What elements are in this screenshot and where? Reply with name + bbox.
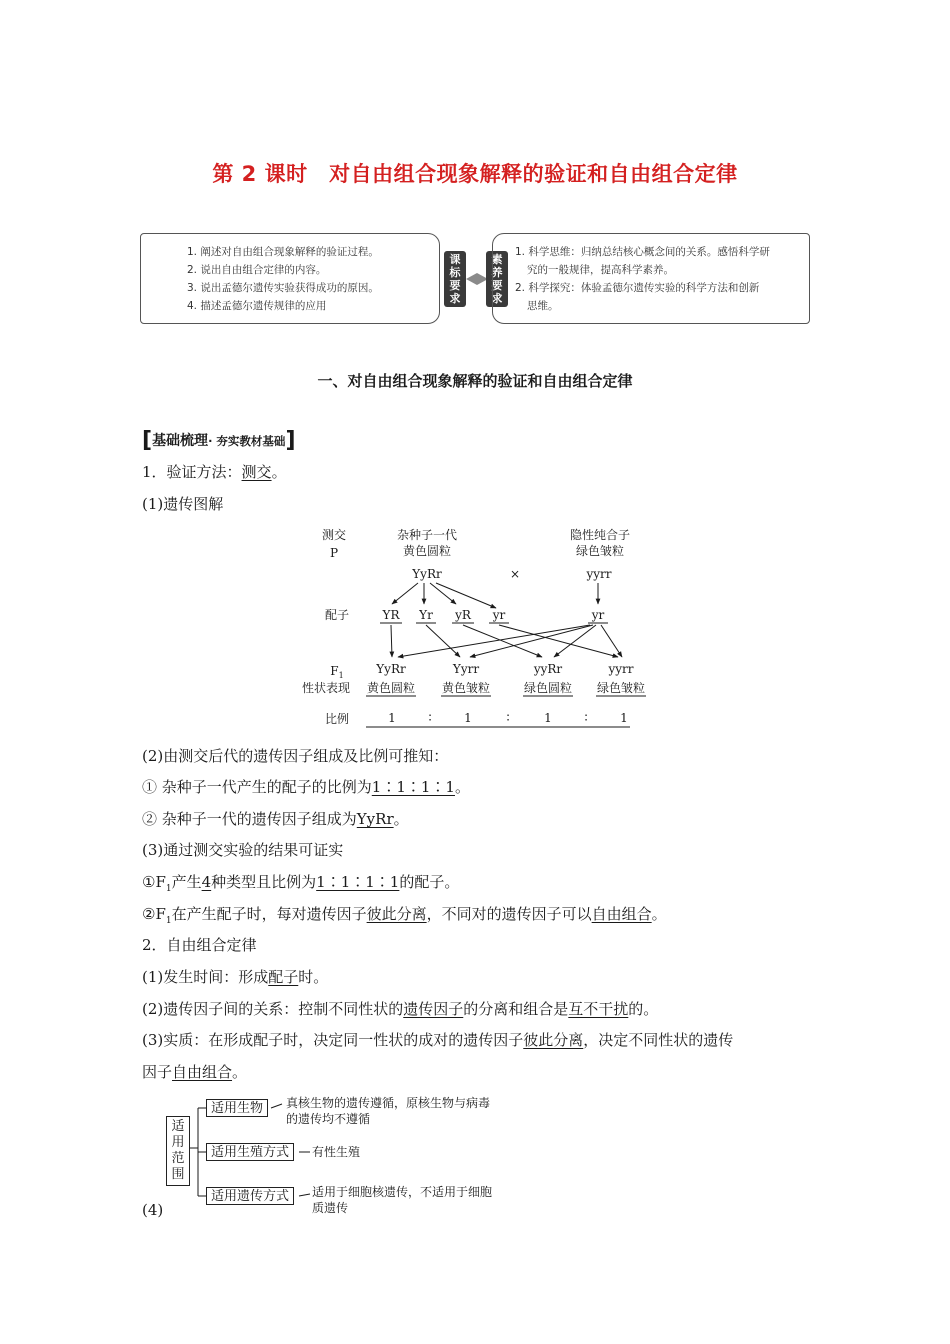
requirement-item: 3. 说出孟德尔遗传实验获得成功的原因。 — [187, 282, 379, 294]
testcross-label: 测交 — [321, 528, 347, 542]
basics-sub: · 夯实教材基础 — [208, 434, 286, 448]
text-line: ① 杂种子一代产生的配子的比例为1∶1∶1∶1。 — [142, 778, 470, 796]
f1-label: $F_1$ — [330, 664, 344, 680]
requirement-item: 2. 说出自由组合定律的内容。 — [187, 264, 327, 276]
scope-root-box: 适用范围 — [166, 1116, 190, 1186]
literacy-requirements-box — [492, 233, 810, 324]
answer-blank: 4 — [201, 873, 212, 891]
recessive-label: 隐性纯合子 — [569, 528, 631, 542]
text-line: (4) — [142, 1201, 164, 1219]
recessive-gamete-label: yr — [591, 608, 605, 622]
requirement-item: 1. 阐述对自由组合现象解释的验证过程。 — [187, 246, 379, 258]
text-line: ② 杂种子一代的遗传因子组成为YyRr。 — [142, 810, 409, 828]
p-label: P — [329, 546, 339, 560]
ratio-separator: ∶ — [584, 711, 588, 725]
text-line: (1)遗传图解 — [142, 495, 224, 513]
answer-blank: 1∶1∶1∶1 — [316, 873, 400, 891]
section-heading: 一、对自由组合现象解释的验证和自由组合定律 — [317, 372, 633, 390]
offspring-phenotype: 黄色皱粒 — [441, 681, 491, 695]
bracket-right-icon: ] — [285, 428, 296, 453]
offspring-phenotype: 绿色皱粒 — [596, 681, 646, 695]
ratio-separator: ∶ — [428, 711, 432, 725]
scope-branch-box: 适用生物 — [206, 1099, 268, 1117]
cross-symbol: × — [509, 567, 521, 581]
requirement-item: 1. 科学思维：归纳总结核心概念间的关系。感悟科学研 — [515, 246, 770, 258]
curriculum-requirements-box — [140, 233, 440, 324]
gamete-label: yR — [455, 608, 471, 622]
curriculum-requirements-list — [187, 243, 379, 315]
text-line: (3)实质：在形成配子时，决定同一性状的成对的遗传因子彼此分离，决定不同性状的遗传 — [142, 1031, 734, 1049]
connector-arrow-icon — [466, 272, 488, 286]
gamete-label: YR — [382, 608, 400, 622]
recessive-phenotype: 绿色皱粒 — [575, 544, 625, 558]
text-line: 2．自由组合定律 — [142, 936, 257, 954]
bracket-left-icon: [ — [142, 428, 153, 453]
basics-label: 基础梳理 — [152, 433, 209, 449]
text-line: $②F_1$在产生配子时，每对遗传因子彼此分离，不同对的遗传因子可以自由组合。 — [142, 905, 667, 926]
page-title: 第 2 课时 对自由组合现象解释的验证和自由组合定律 — [212, 162, 738, 186]
answer-blank: 彼此分离 — [366, 905, 427, 923]
scope-note: 适用于细胞核遗传，不适用于细胞 质遗传 — [312, 1185, 493, 1215]
hybrid-label: 杂种子一代 — [396, 528, 458, 542]
text-line: (3)通过测交实验的结果可证实 — [142, 841, 344, 859]
answer-blank: 遗传因子 — [403, 1000, 464, 1018]
requirement-item: 思维。 — [527, 300, 559, 312]
answer-blank: 彼此分离 — [523, 1031, 584, 1049]
offspring-genotype: yyrr — [608, 662, 634, 676]
text-line: $①F_1$产生4种类型且比例为1∶1∶1∶1的配子。 — [142, 873, 460, 894]
offspring-phenotype: 黄色圆粒 — [366, 681, 416, 695]
curriculum-requirements-tag: 课标要求 — [444, 251, 466, 307]
text-line: (1)发生时间：形成配子时。 — [142, 968, 329, 986]
text-line: (2)遗传因子间的关系：控制不同性状的遗传因子的分离和组合是互不干扰的。 — [142, 1000, 659, 1018]
testcross-diagram — [290, 522, 660, 732]
scope-diagram — [164, 1094, 544, 1224]
ratio-value: 1 — [544, 711, 552, 725]
text-line: 1．验证方法：测交。 — [142, 463, 287, 481]
text-line: (2)由测交后代的遗传因子组成及比例可推知： — [142, 747, 449, 765]
text-line: 因子自由组合。 — [142, 1063, 248, 1081]
ratio-value: 1 — [620, 711, 628, 725]
scope-note: 真核生物的遗传遵循，原核生物与病毒 的遗传均不遵循 — [286, 1096, 491, 1126]
literacy-requirements-tag: 素养要求 — [486, 251, 508, 307]
answer-blank: 自由组合 — [591, 905, 652, 923]
answer-blank: 互不干扰 — [568, 1000, 629, 1018]
gametes-label: 配子 — [324, 608, 350, 622]
offspring-genotype: yyRr — [533, 662, 563, 676]
phenotype-label: 性状表现 — [301, 681, 351, 695]
offspring-phenotype: 绿色圆粒 — [523, 681, 573, 695]
scope-note: 有性生殖 — [312, 1145, 361, 1159]
hybrid-phenotype: 黄色圆粒 — [402, 544, 452, 558]
ratio-separator: ∶ — [506, 711, 510, 725]
scope-branch-box: 适用生殖方式 — [206, 1143, 294, 1161]
literacy-requirements-list — [515, 243, 770, 315]
recessive-genotype: yyrr — [586, 567, 612, 581]
offspring-genotype: YyRr — [376, 662, 406, 676]
hybrid-genotype: YyRr — [412, 567, 442, 581]
answer-blank: 自由组合 — [172, 1063, 233, 1081]
requirement-item: 究的一般规律，提高科学素养。 — [527, 264, 674, 276]
gamete-label: yr — [492, 608, 506, 622]
requirement-item: 4. 描述孟德尔遗传规律的应用 — [187, 300, 327, 312]
answer-blank: 配子 — [268, 968, 299, 986]
answer-blank: 测交 — [241, 463, 272, 481]
scope-branch-box: 适用遗传方式 — [206, 1187, 294, 1205]
requirement-item: 2. 科学探究：体验孟德尔遗传实验的科学方法和创新 — [515, 282, 760, 294]
ratio-value: 1 — [388, 711, 396, 725]
ratio-label: 比例 — [324, 712, 350, 726]
answer-blank: YyRr — [356, 810, 394, 828]
basics-heading — [142, 426, 296, 451]
gamete-label: Yr — [419, 608, 433, 622]
ratio-value: 1 — [464, 711, 472, 725]
offspring-genotype: Yyrr — [452, 662, 480, 676]
answer-blank: 1∶1∶1∶1 — [371, 778, 455, 796]
